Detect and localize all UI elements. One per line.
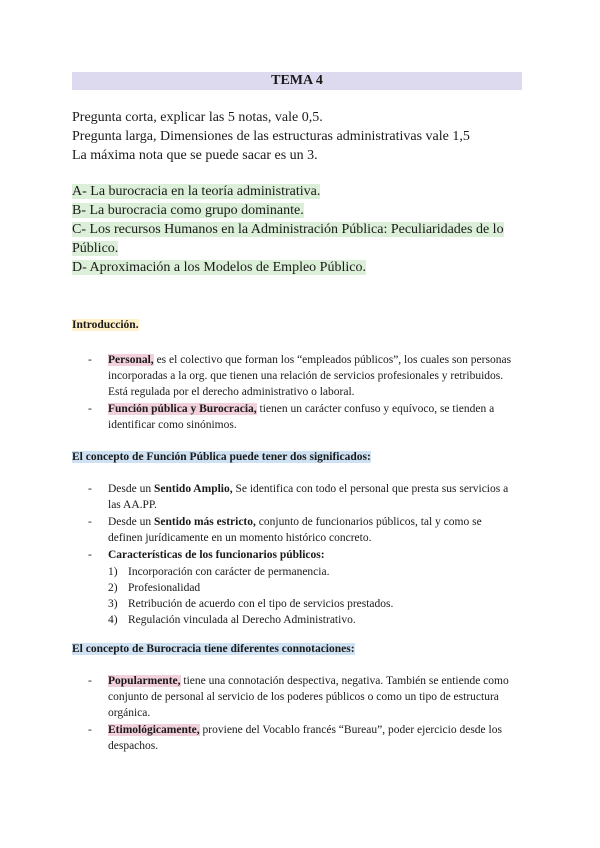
burocracia-heading-text: El concepto de Burocracia tiene diferentes connotaciones: xyxy=(72,643,355,655)
term: Personal, xyxy=(108,354,154,366)
bullet-dash: - xyxy=(88,483,92,495)
item-text: proviene del Vocablo francés “Bureau”, poder ejercicio desde los despachos. xyxy=(108,724,502,752)
item-text: tienen un carácter confuso y equívoco, se tienden a identificar como sinónimos. xyxy=(108,403,495,431)
item-prefix: Desde un xyxy=(108,516,154,528)
topic-text: B- La burocracia como grupo dominante. xyxy=(72,203,304,218)
bullet-dash: - xyxy=(88,516,92,528)
item-text: Regulación vinculada al Derecho Administrativo. xyxy=(128,614,356,626)
characteristics-list xyxy=(88,564,512,628)
item-number: 4) xyxy=(108,614,118,626)
item-text: Incorporación con carácter de permanencia. xyxy=(128,566,330,578)
item-text: Profesionalidad xyxy=(128,582,201,594)
numbered-item xyxy=(88,596,512,612)
funcion-publica-heading-text: El concepto de Función Pública puede tener dos significados: xyxy=(72,451,371,463)
item-text: conjunto de funcionarios públicos, tal y como se definen jurídicamente en un momento histórico concreto. xyxy=(108,516,482,544)
term: Sentido Amplio, xyxy=(154,483,233,495)
topic-list xyxy=(72,182,532,277)
list-item xyxy=(88,514,512,546)
topic-text: D- Aproximación a los Modelos de Empleo Público. xyxy=(72,260,366,275)
item-text: tiene una connotación despectiva, negativa. También se entiende como conjunto de personal al servicio de los poderes públicos o como un tipo de estructura orgánica. xyxy=(108,675,509,719)
bullet-dash: - xyxy=(88,354,92,366)
intro-heading xyxy=(72,317,139,333)
exam-info-line: La máxima nota que se puede sacar es un 3. xyxy=(72,148,318,163)
burocracia-heading xyxy=(72,641,355,657)
list-item xyxy=(88,401,512,433)
list-item xyxy=(88,673,512,721)
list-item xyxy=(88,352,512,400)
numbered-item xyxy=(88,564,512,580)
intro-heading-text: Introducción. xyxy=(72,319,139,331)
bullet-dash: - xyxy=(88,549,92,561)
list-item xyxy=(88,547,512,563)
exam-info-line: Pregunta larga, Dimensiones de las estructuras administrativas vale 1,5 xyxy=(72,129,470,144)
topic-item xyxy=(72,258,532,277)
topic-item xyxy=(72,201,532,220)
topic-item xyxy=(72,220,532,258)
bullet-dash: - xyxy=(88,403,92,415)
topic-text: A- La burocracia en la teoría administrativa. xyxy=(72,184,321,199)
characteristics-label: Características de los funcionarios públicos: xyxy=(108,549,325,561)
term: Etimológicamente, xyxy=(108,724,200,736)
item-text: es el colectivo que forman los “empleados públicos”, los cuales son personas incorporadas a la org. que tienen una relación de servicios profesionales y retribuidos. Está regulada por el derecho administrativo o laboral. xyxy=(108,354,512,398)
item-number: 2) xyxy=(108,582,118,594)
bullet-dash: - xyxy=(88,724,92,736)
item-text: Retribución de acuerdo con el tipo de servicios prestados. xyxy=(128,598,394,610)
item-number: 1) xyxy=(108,566,118,578)
intro-bullets xyxy=(88,352,512,434)
exam-info-line: Pregunta corta, explicar las 5 notas, vale 0,5. xyxy=(72,110,323,125)
page-title: TEMA 4 xyxy=(271,73,323,88)
term: Popularmente, xyxy=(108,675,181,687)
list-item xyxy=(88,481,512,513)
topic-item xyxy=(72,182,532,201)
numbered-item xyxy=(88,612,512,628)
burocracia-bullets xyxy=(88,673,512,755)
term: Sentido más estricto, xyxy=(154,516,256,528)
term: Función pública y Burocracia, xyxy=(108,403,257,415)
list-item xyxy=(88,722,512,754)
funcion-publica-heading xyxy=(72,449,371,465)
topic-text: C- Los recursos Humanos en la Administración Pública: Peculiaridades de lo Público. xyxy=(72,222,504,256)
item-text: Se identifica con todo el personal que presta sus servicios a las AA.PP. xyxy=(108,483,509,511)
item-number: 3) xyxy=(108,598,118,610)
exam-info xyxy=(72,108,470,165)
item-prefix: Desde un xyxy=(108,483,154,495)
bullet-dash: - xyxy=(88,675,92,687)
funcion-publica-bullets xyxy=(88,481,512,628)
numbered-item xyxy=(88,580,512,596)
